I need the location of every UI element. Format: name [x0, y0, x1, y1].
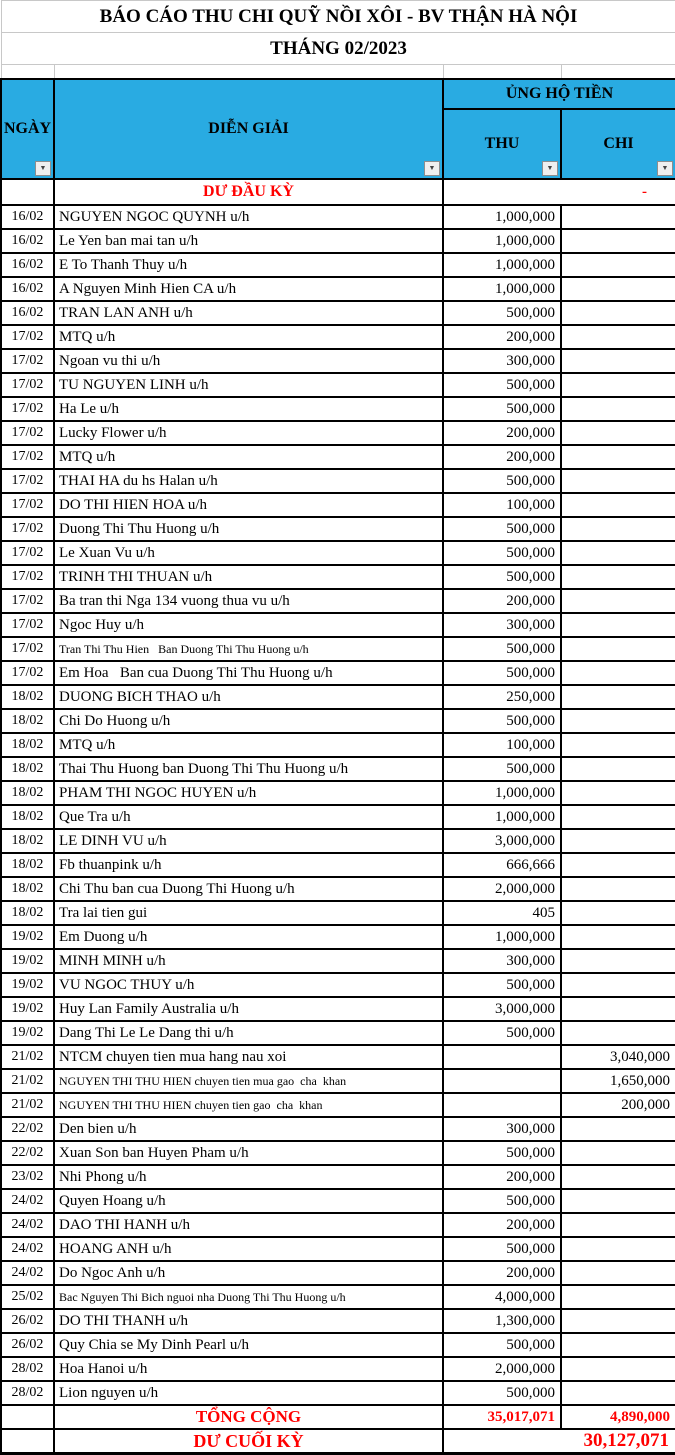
table-row — [1, 325, 675, 349]
thu-cell[interactable]: 500,000 — [443, 757, 561, 781]
thu-cell[interactable]: 200,000 — [443, 325, 561, 349]
table-row — [1, 925, 675, 949]
filter-dropdown-icon: ▼ — [546, 164, 554, 172]
desc-cell[interactable]: MTQ u/h — [54, 733, 443, 757]
table-row — [1, 637, 675, 661]
desc-cell[interactable]: Le Yen ban mai tan u/h — [54, 229, 443, 253]
date-cell[interactable]: 24/02 — [1, 1261, 54, 1285]
thu-cell[interactable]: 300,000 — [443, 949, 561, 973]
date-cell[interactable]: 19/02 — [1, 925, 54, 949]
table-row — [1, 1309, 675, 1333]
date-cell[interactable]: 17/02 — [1, 517, 54, 541]
thu-cell[interactable]: 200,000 — [443, 589, 561, 613]
thu-cell[interactable]: 1,000,000 — [443, 229, 561, 253]
desc-cell[interactable]: Dang Thi Le Le Dang thi u/h — [54, 1021, 443, 1045]
total-row — [1, 1405, 675, 1429]
desc-cell[interactable]: Bac Nguyen Thi Bich nguoi nha Duong Thi Thu Huong u/h — [54, 1285, 443, 1309]
header-row-group — [1, 79, 675, 109]
chi-cell[interactable] — [561, 397, 675, 421]
desc-cell[interactable]: NGUYEN THI THU HIEN chuyen tien gao cha khan — [54, 1093, 443, 1117]
table-row — [1, 541, 675, 565]
chi-cell[interactable] — [561, 613, 675, 637]
date-cell[interactable]: 17/02 — [1, 325, 54, 349]
thu-cell[interactable]: 500,000 — [443, 1333, 561, 1357]
desc-cell[interactable]: Duong Thi Thu Huong u/h — [54, 517, 443, 541]
desc-cell[interactable]: TRINH THI THUAN u/h — [54, 565, 443, 589]
date-cell[interactable]: 17/02 — [1, 421, 54, 445]
table-row — [1, 733, 675, 757]
desc-cell[interactable]: E To Thanh Thuy u/h — [54, 253, 443, 277]
table-row — [1, 1381, 675, 1405]
thu-cell[interactable]: 500,000 — [443, 1189, 561, 1213]
table-row — [1, 829, 675, 853]
date-cell[interactable]: 24/02 — [1, 1237, 54, 1261]
date-cell[interactable]: 21/02 — [1, 1093, 54, 1117]
table-row — [1, 901, 675, 925]
date-cell[interactable]: 17/02 — [1, 565, 54, 589]
chi-cell[interactable] — [561, 1117, 675, 1141]
chi-cell[interactable] — [561, 997, 675, 1021]
table-row — [1, 1213, 675, 1237]
thu-cell[interactable]: 1,000,000 — [443, 205, 561, 229]
chi-cell[interactable] — [561, 301, 675, 325]
date-cell[interactable]: 18/02 — [1, 829, 54, 853]
chi-cell[interactable] — [561, 733, 675, 757]
desc-cell[interactable]: Ba tran thi Nga 134 vuong thua vu u/h — [54, 589, 443, 613]
thu-cell[interactable]: 1,000,000 — [443, 253, 561, 277]
desc-cell[interactable]: NGUYEN THI THU HIEN chuyen tien mua gao cha khan — [54, 1069, 443, 1093]
thu-cell[interactable]: 300,000 — [443, 613, 561, 637]
desc-cell[interactable]: PHAM THI NGOC HUYEN u/h — [54, 781, 443, 805]
thu-cell[interactable]: 300,000 — [443, 349, 561, 373]
column-header-support-group[interactable] — [443, 79, 675, 109]
date-cell[interactable]: 22/02 — [1, 1117, 54, 1141]
chi-cell[interactable] — [561, 901, 675, 925]
table-row — [1, 301, 675, 325]
desc-cell[interactable]: Ngoc Huy u/h — [54, 613, 443, 637]
chi-cell[interactable] — [561, 325, 675, 349]
chi-cell[interactable] — [561, 709, 675, 733]
filter-dropdown-icon: ▼ — [661, 164, 669, 172]
desc-cell[interactable]: NTCM chuyen tien mua hang nau xoi — [54, 1045, 443, 1069]
chi-cell[interactable] — [561, 253, 675, 277]
thu-cell[interactable]: 200,000 — [443, 1165, 561, 1189]
column-header-date-label: NGÀY — [3, 120, 52, 137]
chi-cell[interactable]: 200,000 — [561, 1093, 675, 1117]
chi-cell[interactable] — [561, 1237, 675, 1261]
table-row — [1, 253, 675, 277]
thu-cell[interactable]: 200,000 — [443, 1261, 561, 1285]
chi-cell[interactable] — [561, 469, 675, 493]
date-cell[interactable] — [1, 1405, 54, 1429]
thu-cell[interactable]: 250,000 — [443, 685, 561, 709]
date-cell[interactable]: 17/02 — [1, 445, 54, 469]
thu-cell[interactable]: 500,000 — [443, 973, 561, 997]
thu-cell[interactable]: 500,000 — [443, 661, 561, 685]
page-subtitle: THÁNG 02/2023 — [1, 33, 675, 65]
spacer-row — [1, 65, 675, 80]
desc-cell[interactable]: Huy Lan Family Australia u/h — [54, 997, 443, 1021]
date-cell[interactable]: 16/02 — [1, 253, 54, 277]
table-row — [1, 1021, 675, 1045]
thu-cell[interactable]: 200,000 — [443, 445, 561, 469]
date-cell[interactable]: 18/02 — [1, 901, 54, 925]
desc-cell[interactable]: Que Tra u/h — [54, 805, 443, 829]
column-header-description[interactable] — [54, 79, 443, 179]
desc-cell[interactable]: Chi Do Huong u/h — [54, 709, 443, 733]
table-row — [1, 1165, 675, 1189]
date-cell[interactable]: 16/02 — [1, 301, 54, 325]
desc-cell[interactable]: Chi Thu ban cua Duong Thi Huong u/h — [54, 877, 443, 901]
chi-cell[interactable] — [561, 493, 675, 517]
filter-button-dien-giai[interactable] — [424, 161, 440, 176]
date-cell[interactable]: 18/02 — [1, 709, 54, 733]
thu-cell[interactable]: 1,300,000 — [443, 1309, 561, 1333]
chi-cell[interactable] — [561, 1285, 675, 1309]
date-cell[interactable]: 17/02 — [1, 589, 54, 613]
table-row — [1, 1045, 675, 1069]
date-cell[interactable]: 19/02 — [1, 1021, 54, 1045]
desc-cell[interactable]: Tra lai tien gui — [54, 901, 443, 925]
table-row — [1, 709, 675, 733]
date-cell[interactable]: 21/02 — [1, 1069, 54, 1093]
thu-cell[interactable]: 1,000,000 — [443, 805, 561, 829]
chi-cell[interactable] — [561, 1141, 675, 1165]
thu-cell[interactable]: 3,000,000 — [443, 997, 561, 1021]
filter-button-thu[interactable] — [542, 161, 558, 176]
table-row — [1, 661, 675, 685]
column-header-thu[interactable] — [443, 109, 561, 179]
date-cell[interactable]: 17/02 — [1, 469, 54, 493]
table-row — [1, 1093, 675, 1117]
date-cell[interactable]: 18/02 — [1, 685, 54, 709]
chi-cell[interactable] — [561, 229, 675, 253]
filter-dropdown-icon: ▼ — [428, 164, 436, 172]
chi-cell[interactable] — [561, 805, 675, 829]
table-row — [1, 589, 675, 613]
thu-cell[interactable]: 100,000 — [443, 493, 561, 517]
desc-cell[interactable]: MTQ u/h — [54, 445, 443, 469]
desc-cell[interactable]: MTQ u/h — [54, 325, 443, 349]
table-row — [1, 277, 675, 301]
desc-cell[interactable]: THAI HA du hs Halan u/h — [54, 469, 443, 493]
date-cell[interactable]: 19/02 — [1, 997, 54, 1021]
desc-cell[interactable]: Quyen Hoang u/h — [54, 1189, 443, 1213]
thu-cell[interactable]: 2,000,000 — [443, 877, 561, 901]
table-row — [1, 1189, 675, 1213]
date-cell[interactable]: 16/02 — [1, 205, 54, 229]
chi-cell[interactable] — [561, 1165, 675, 1189]
table-row — [1, 757, 675, 781]
desc-cell[interactable]: Xuan Son ban Huyen Pham u/h — [54, 1141, 443, 1165]
spacer-cell — [561, 65, 675, 80]
chi-cell[interactable] — [561, 205, 675, 229]
column-header-thu-label: THU — [484, 135, 520, 152]
chi-cell[interactable] — [561, 541, 675, 565]
spacer-cell — [443, 65, 561, 80]
desc-cell[interactable]: DUONG BICH THAO u/h — [54, 685, 443, 709]
chi-cell[interactable] — [561, 517, 675, 541]
thu-cell[interactable]: 405 — [443, 901, 561, 925]
table-row — [1, 373, 675, 397]
chi-cell[interactable] — [561, 349, 675, 373]
chi-cell[interactable] — [561, 277, 675, 301]
chi-cell[interactable] — [561, 1333, 675, 1357]
table-row — [1, 229, 675, 253]
date-cell[interactable] — [1, 179, 54, 205]
desc-cell[interactable]: A Nguyen Minh Hien CA u/h — [54, 277, 443, 301]
date-cell[interactable]: 23/02 — [1, 1165, 54, 1189]
thu-cell[interactable]: 500,000 — [443, 1237, 561, 1261]
filter-button-ngay[interactable] — [35, 161, 51, 176]
thu-cell[interactable]: 500,000 — [443, 1141, 561, 1165]
column-header-description-label: DIỄN GIẢI — [208, 120, 289, 137]
column-header-chi-label: CHI — [603, 135, 634, 152]
chi-cell[interactable] — [561, 661, 675, 685]
thu-cell[interactable]: 200,000 — [443, 421, 561, 445]
thu-cell[interactable]: 4,000,000 — [443, 1285, 561, 1309]
date-cell[interactable]: 17/02 — [1, 493, 54, 517]
date-cell[interactable]: 19/02 — [1, 973, 54, 997]
desc-cell[interactable]: Fb thuanpink u/h — [54, 853, 443, 877]
total-thu-cell[interactable]: 35,017,071 — [443, 1405, 561, 1429]
chi-cell[interactable] — [561, 877, 675, 901]
thu-cell[interactable]: 500,000 — [443, 709, 561, 733]
date-cell[interactable]: 17/02 — [1, 637, 54, 661]
total-chi-cell[interactable]: 4,890,000 — [561, 1405, 675, 1429]
desc-cell[interactable]: Ha Le u/h — [54, 397, 443, 421]
desc-cell[interactable]: DO THI THANH u/h — [54, 1309, 443, 1333]
thu-cell[interactable]: 300,000 — [443, 1117, 561, 1141]
date-cell[interactable]: 18/02 — [1, 853, 54, 877]
thu-cell[interactable]: 666,666 — [443, 853, 561, 877]
table-row — [1, 781, 675, 805]
table-row — [1, 565, 675, 589]
chi-cell[interactable] — [561, 1381, 675, 1405]
thu-cell[interactable]: 500,000 — [443, 301, 561, 325]
date-cell[interactable]: 18/02 — [1, 805, 54, 829]
closing-balance-amount[interactable]: 30,127,071 — [443, 1429, 675, 1454]
table-row — [1, 349, 675, 373]
table-row — [1, 517, 675, 541]
chi-cell[interactable] — [561, 1189, 675, 1213]
table-row — [1, 949, 675, 973]
desc-cell[interactable]: Lion nguyen u/h — [54, 1381, 443, 1405]
page-title: BÁO CÁO THU CHI QUỸ NỒI XÔI - BV THẬN HÀ NỘI — [1, 1, 675, 33]
spacer-cell — [1, 65, 54, 80]
table-row — [1, 1333, 675, 1357]
thu-cell[interactable] — [443, 1069, 561, 1093]
table-row — [1, 973, 675, 997]
chi-cell[interactable] — [561, 637, 675, 661]
thu-cell[interactable]: 500,000 — [443, 541, 561, 565]
chi-cell[interactable] — [561, 1261, 675, 1285]
thu-cell[interactable]: 500,000 — [443, 1381, 561, 1405]
opening-balance-amount[interactable]: - — [443, 179, 675, 205]
date-cell[interactable]: 18/02 — [1, 877, 54, 901]
chi-cell[interactable] — [561, 829, 675, 853]
date-cell[interactable]: 26/02 — [1, 1333, 54, 1357]
table-row — [1, 1069, 675, 1093]
chi-cell[interactable] — [561, 421, 675, 445]
spacer-cell — [54, 65, 443, 80]
date-cell[interactable]: 18/02 — [1, 733, 54, 757]
desc-cell[interactable]: Do Ngoc Anh u/h — [54, 1261, 443, 1285]
table-row — [1, 493, 675, 517]
chi-cell[interactable] — [561, 1213, 675, 1237]
table-row — [1, 1237, 675, 1261]
date-cell[interactable]: 18/02 — [1, 757, 54, 781]
table-row — [1, 205, 675, 229]
date-cell[interactable]: 26/02 — [1, 1309, 54, 1333]
desc-cell[interactable]: Hoa Hanoi u/h — [54, 1357, 443, 1381]
desc-cell[interactable]: Thai Thu Huong ban Duong Thi Thu Huong u/h — [54, 757, 443, 781]
desc-cell[interactable]: TU NGUYEN LINH u/h — [54, 373, 443, 397]
date-cell[interactable]: 17/02 — [1, 541, 54, 565]
date-cell[interactable]: 18/02 — [1, 781, 54, 805]
date-cell[interactable]: 17/02 — [1, 661, 54, 685]
thu-cell[interactable]: 1,000,000 — [443, 277, 561, 301]
thu-cell[interactable]: 2,000,000 — [443, 1357, 561, 1381]
thu-cell[interactable] — [443, 1093, 561, 1117]
date-cell[interactable]: 17/02 — [1, 613, 54, 637]
table-row — [1, 613, 675, 637]
table-row — [1, 421, 675, 445]
chi-cell[interactable] — [561, 685, 675, 709]
table-row — [1, 1141, 675, 1165]
desc-cell[interactable]: LE DINH VU u/h — [54, 829, 443, 853]
table-body — [1, 179, 675, 1405]
chi-cell[interactable] — [561, 949, 675, 973]
desc-cell[interactable]: Lucky Flower u/h — [54, 421, 443, 445]
thu-cell[interactable]: 1,000,000 — [443, 925, 561, 949]
column-header-chi[interactable] — [561, 109, 675, 179]
date-cell[interactable] — [1, 1429, 54, 1454]
chi-cell[interactable] — [561, 589, 675, 613]
chi-cell[interactable] — [561, 1357, 675, 1381]
date-cell[interactable]: 21/02 — [1, 1045, 54, 1069]
desc-cell[interactable]: Quy Chia se My Dinh Pearl u/h — [54, 1333, 443, 1357]
thu-cell[interactable]: 1,000,000 — [443, 781, 561, 805]
desc-cell[interactable]: DAO THI HANH u/h — [54, 1213, 443, 1237]
thu-cell[interactable]: 100,000 — [443, 733, 561, 757]
desc-cell[interactable]: Em Hoa Ban cua Duong Thi Thu Huong u/h — [54, 661, 443, 685]
desc-cell[interactable]: NGUYEN NGOC QUYNH u/h — [54, 205, 443, 229]
desc-cell[interactable]: Den bien u/h — [54, 1117, 443, 1141]
table-footer — [1, 1405, 675, 1454]
chi-cell[interactable] — [561, 1309, 675, 1333]
chi-cell[interactable]: 3,040,000 — [561, 1045, 675, 1069]
desc-cell[interactable]: TRAN LAN ANH u/h — [54, 301, 443, 325]
date-cell[interactable]: 17/02 — [1, 397, 54, 421]
thu-cell[interactable]: 500,000 — [443, 373, 561, 397]
chi-cell[interactable] — [561, 445, 675, 469]
title-row — [1, 1, 675, 33]
chi-cell[interactable] — [561, 853, 675, 877]
thu-cell[interactable]: 500,000 — [443, 637, 561, 661]
table-row — [1, 685, 675, 709]
table-row — [1, 853, 675, 877]
thu-cell[interactable] — [443, 1045, 561, 1069]
table-row — [1, 1285, 675, 1309]
table-row — [1, 1117, 675, 1141]
chi-cell[interactable] — [561, 925, 675, 949]
closing-balance-row — [1, 1429, 675, 1454]
column-header-date[interactable] — [1, 79, 54, 179]
date-cell[interactable]: 19/02 — [1, 949, 54, 973]
date-cell[interactable]: 25/02 — [1, 1285, 54, 1309]
desc-cell[interactable]: Ngoan vu thi u/h — [54, 349, 443, 373]
desc-cell[interactable]: Em Duong u/h — [54, 925, 443, 949]
desc-cell[interactable]: HOANG ANH u/h — [54, 1237, 443, 1261]
closing-balance-label[interactable]: DƯ CUỐI KỲ — [54, 1429, 443, 1454]
filter-dropdown-icon: ▼ — [39, 164, 47, 172]
thu-cell[interactable]: 500,000 — [443, 517, 561, 541]
opening-balance-row — [1, 179, 675, 205]
date-cell[interactable]: 16/02 — [1, 277, 54, 301]
date-cell[interactable]: 22/02 — [1, 1141, 54, 1165]
date-cell[interactable]: 16/02 — [1, 229, 54, 253]
table-row — [1, 445, 675, 469]
chi-cell[interactable] — [561, 1021, 675, 1045]
chi-cell[interactable] — [561, 781, 675, 805]
thu-cell[interactable]: 500,000 — [443, 1021, 561, 1045]
desc-cell[interactable]: VU NGOC THUY u/h — [54, 973, 443, 997]
filter-button-chi[interactable] — [657, 161, 673, 176]
date-cell[interactable]: 28/02 — [1, 1381, 54, 1405]
opening-balance-label[interactable]: DƯ ĐẦU KỲ — [54, 179, 443, 205]
chi-cell[interactable] — [561, 565, 675, 589]
table-row — [1, 805, 675, 829]
date-cell[interactable]: 28/02 — [1, 1357, 54, 1381]
thu-cell[interactable]: 200,000 — [443, 1213, 561, 1237]
chi-cell[interactable] — [561, 757, 675, 781]
table-row — [1, 877, 675, 901]
subtitle-row — [1, 33, 675, 65]
table-row — [1, 1357, 675, 1381]
table-row — [1, 1261, 675, 1285]
thu-cell[interactable]: 500,000 — [443, 565, 561, 589]
desc-cell[interactable]: Le Xuan Vu u/h — [54, 541, 443, 565]
desc-cell[interactable]: Tran Thi Thu Hien Ban Duong Thi Thu Huong u/h — [54, 637, 443, 661]
chi-cell[interactable] — [561, 973, 675, 997]
desc-cell[interactable]: Nhi Phong u/h — [54, 1165, 443, 1189]
desc-cell[interactable]: DO THI HIEN HOA u/h — [54, 493, 443, 517]
total-label[interactable]: TỔNG CỘNG — [54, 1405, 443, 1429]
table-row — [1, 997, 675, 1021]
chi-cell[interactable] — [561, 373, 675, 397]
desc-cell[interactable]: MINH MINH u/h — [54, 949, 443, 973]
table-row — [1, 397, 675, 421]
chi-cell[interactable]: 1,650,000 — [561, 1069, 675, 1093]
date-cell[interactable]: 24/02 — [1, 1213, 54, 1237]
thu-cell[interactable]: 3,000,000 — [443, 829, 561, 853]
date-cell[interactable]: 17/02 — [1, 349, 54, 373]
table-row — [1, 469, 675, 493]
thu-cell[interactable]: 500,000 — [443, 397, 561, 421]
column-header-support-label: ỦNG HỘ TIỀN — [505, 85, 614, 102]
thu-cell[interactable]: 500,000 — [443, 469, 561, 493]
date-cell[interactable]: 24/02 — [1, 1189, 54, 1213]
date-cell[interactable]: 17/02 — [1, 373, 54, 397]
